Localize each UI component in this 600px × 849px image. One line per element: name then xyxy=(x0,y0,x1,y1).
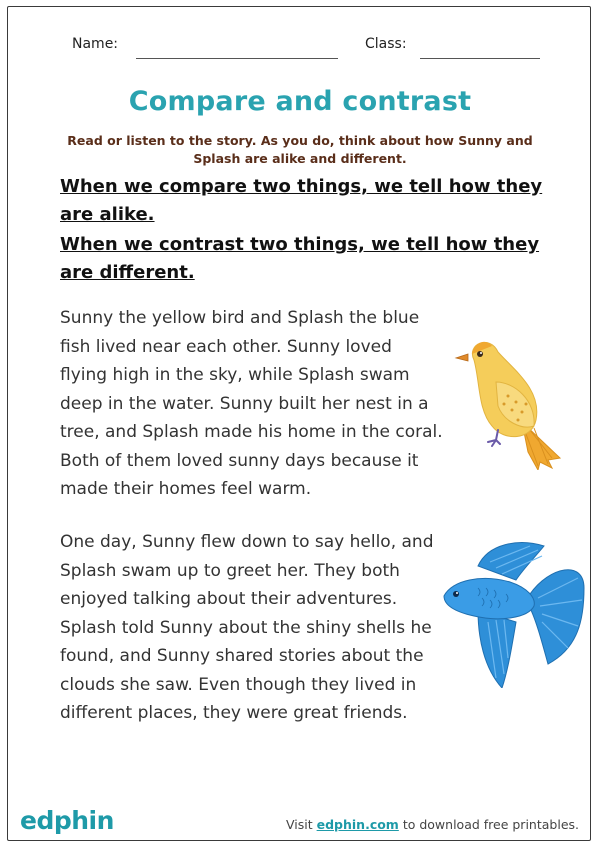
footer-text-after: to download free printables. xyxy=(398,817,579,832)
story-paragraph-2 xyxy=(60,528,434,728)
story-line: deep in the water. Sunny built her nest in a xyxy=(60,393,429,414)
compare-definition: When we compare two things, we tell how they are alike. xyxy=(60,176,543,225)
story-line: One day, Sunny flew down to say hello, and xyxy=(60,532,434,552)
story-paragraph-1 xyxy=(60,304,443,504)
story-line: Splash told Sunny about the shiny shells he xyxy=(60,617,432,638)
edphin-logo: edphin xyxy=(20,806,114,835)
story-line: clouds she saw. Even though they lived in xyxy=(60,674,417,695)
story-line: fish lived near each other. Sunny loved xyxy=(60,336,392,357)
story-line: Both of them loved sunny days because it xyxy=(60,450,419,471)
name-label: Name: xyxy=(72,36,119,52)
footer-text-before: Visit xyxy=(286,817,317,832)
worksheet-title: Compare and contrast xyxy=(128,86,472,117)
instructions: Read or listen to the story. As you do, think about how Sunny and Splash are alike and different. xyxy=(67,133,533,166)
story-line: tree, and Splash made his home in the coral. xyxy=(60,422,443,442)
story-line: enjoyed talking about their adventures. xyxy=(60,589,398,609)
class-field-line[interactable] xyxy=(420,58,540,59)
story-line: flying high in the sky, while Splash swam xyxy=(60,365,410,385)
footer-note xyxy=(286,817,579,832)
story-line: found, and Sunny shared stories about the xyxy=(60,646,424,666)
story-line: Splash swam up to greet her. They both xyxy=(60,560,400,581)
blue-fish-icon xyxy=(438,538,586,688)
story-line: different places, they were great friends. xyxy=(60,703,408,723)
class-label: Class: xyxy=(365,36,407,52)
contrast-definition: When we contrast two things, we tell how they are different. xyxy=(60,234,540,283)
story-line: made their homes feel warm. xyxy=(60,479,312,499)
yellow-bird-icon xyxy=(452,330,572,470)
name-class-row xyxy=(0,36,600,66)
story-line: Sunny the yellow bird and Splash the blue xyxy=(60,308,420,328)
edphin-link[interactable]: edphin.com xyxy=(316,817,399,832)
name-field-line[interactable] xyxy=(136,58,338,59)
